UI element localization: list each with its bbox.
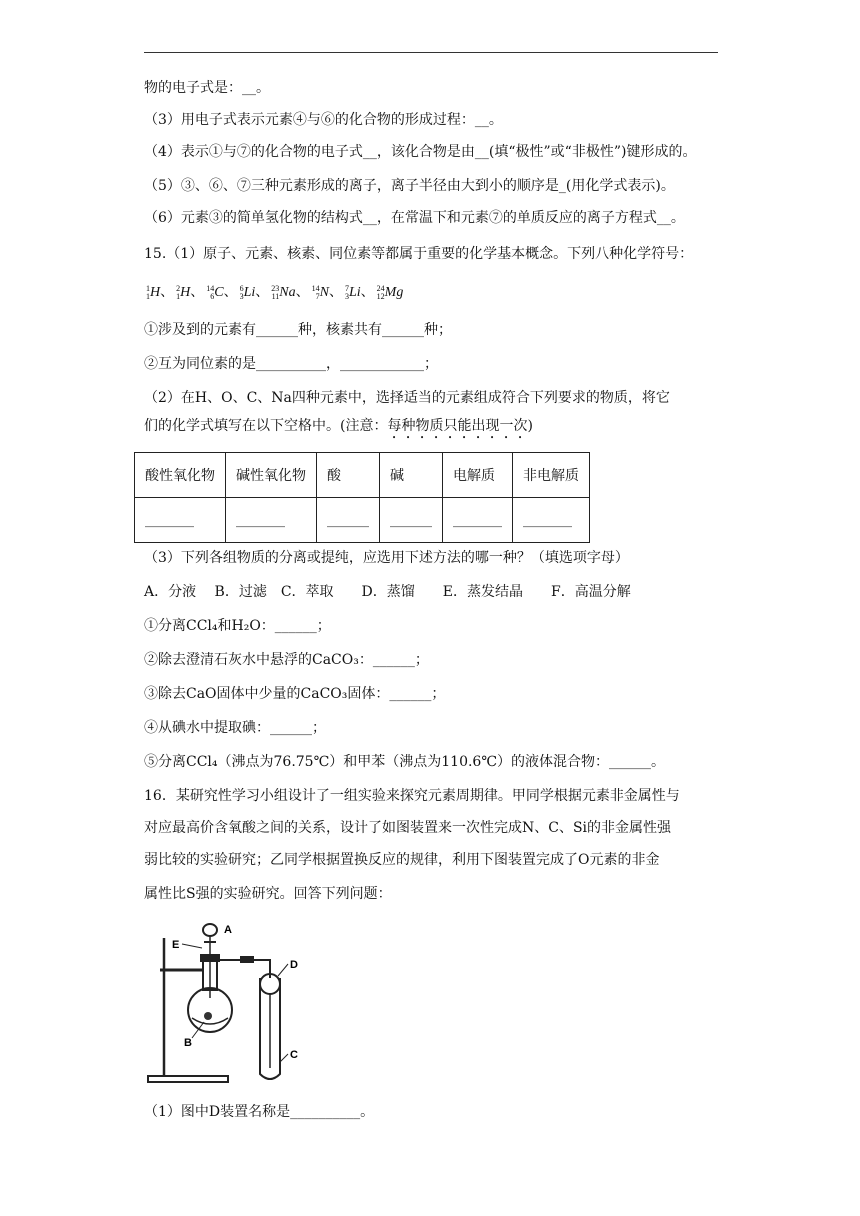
atomic-number: 1 — [146, 291, 150, 301]
note-emphasis: 每种物质只能出现一次 — [387, 418, 528, 434]
q15-3-item: ①分离CCl₄和H₂O：______； — [144, 618, 331, 634]
q15-part1: ①涉及到的元素有______种，核素共有______种； — [144, 322, 452, 338]
table-header: 电解质 — [443, 453, 513, 498]
header-rule — [144, 52, 718, 53]
separator: 、 — [295, 284, 310, 300]
answer-blank[interactable]: _______ — [443, 498, 513, 543]
classification-table — [134, 452, 590, 543]
atomic-number: 12 — [376, 291, 385, 301]
note-text: 们的化学式填写在以下空格中。(注意： — [144, 418, 388, 434]
separator: 、 — [328, 284, 343, 300]
separator: 、 — [255, 284, 270, 300]
q15-3-intro: （3）下列各组物质的分离或提纯，应选用下述方法的哪一种？（填选项字母） — [144, 550, 629, 566]
question-16-text: 属性比S强的实验研究。回答下列问题： — [144, 886, 392, 902]
table-header: 碱 — [380, 453, 443, 498]
element-symbol: Li — [243, 285, 256, 300]
mass-number: 7 — [344, 283, 349, 293]
label-a: A — [224, 924, 232, 936]
separator: 、 — [223, 284, 238, 300]
atomic-number: 3 — [344, 291, 349, 301]
element-symbol: H — [150, 285, 161, 300]
stand-base — [148, 1076, 228, 1082]
answer-blank[interactable]: _______ — [226, 498, 317, 543]
isotope-symbol — [176, 283, 190, 303]
q15-2-note — [144, 416, 533, 442]
table-header: 非电解质 — [513, 453, 590, 498]
isotope-symbol — [240, 283, 256, 303]
q15-3-item: ④从碘水中提取碘：______； — [144, 720, 326, 736]
answer-blank[interactable]: ______ — [317, 498, 380, 543]
atomic-number: 3 — [239, 291, 244, 301]
answer-blank[interactable]: _______ — [513, 498, 590, 543]
question-16-text: 对应最高价含氧酸之间的关系，设计了如图装置来一次性完成N、C、Si的非金属性强 — [144, 820, 672, 836]
element-symbol: H — [180, 285, 191, 300]
isotope-symbol — [377, 283, 404, 303]
question-5: （5）③、⑥、⑦三种元素形成的离子，离子半径由大到小的顺序是_(用化学式表示)。 — [144, 178, 675, 194]
isotope-symbol — [146, 283, 160, 303]
q15-3-item: ②除去澄清石灰水中悬浮的CaCO₃：______； — [144, 652, 429, 668]
atomic-number: 6 — [210, 291, 215, 301]
element-symbol: Mg — [384, 285, 404, 300]
label-d: D — [290, 959, 298, 971]
isotope-symbols — [144, 282, 403, 303]
q15-3-item: ③除去CaO固体中少量的CaCO₃固体：______； — [144, 686, 446, 702]
question-16-text: 弱比较的实验研究；乙同学根据置换反应的规律，利用下图装置完成了O元素的非金 — [144, 852, 660, 868]
mass-number: 14 — [311, 283, 320, 293]
isotope-symbol — [312, 283, 329, 303]
atomic-number: 1 — [176, 291, 181, 301]
question-15-intro: 15.（1）原子、元素、核素、同位素等都属于重要的化学基本概念。下列八种化学符号： — [144, 246, 694, 262]
mass-number: 6 — [239, 283, 244, 293]
atomic-number: 7 — [315, 291, 320, 301]
isotope-symbol — [206, 283, 223, 303]
separator: 、 — [360, 284, 375, 300]
answer-blank[interactable]: _______ — [135, 498, 226, 543]
question-4: （4）表示①与⑦的化合物的电子式__，该化合物是由__(填“极性”或“非极性”)键形成的。 — [144, 144, 697, 160]
mass-number: 14 — [206, 283, 215, 293]
q15-2-intro: （2）在H、O、C、Na四种元素中，选择适当的元素组成符合下列要求的物质，将它 — [144, 390, 670, 406]
table-header: 碱性氧化物 — [226, 453, 317, 498]
mass-number: 24 — [376, 283, 385, 293]
element-symbol: N — [319, 285, 329, 300]
element-symbol: C — [214, 285, 224, 300]
question-6: （6）元素③的简单氢化物的结构式__，在常温下和元素⑦的单质反应的离子方程式__。 — [144, 210, 685, 226]
table-row — [135, 498, 590, 543]
q16-part1: （1）图中D装置名称是__________。 — [144, 1104, 375, 1120]
q15-3-item: ⑤分离CCl₄（沸点为76.75℃）和甲苯（沸点为110.6℃）的液体混合物：______。 — [144, 754, 665, 770]
question-16-intro: 16．某研究性学习小组设计了一组实验来探究元素周期律。甲同学根据元素非金属性与 — [144, 788, 680, 804]
separator: 、 — [190, 284, 205, 300]
isotope-symbol — [345, 283, 361, 303]
options-line: A．分液 B．过滤 C．萃取 D．蒸馏 E．蒸发结晶 F．高温分解 — [144, 584, 631, 600]
q15-part2: ②互为同位素的是__________，____________； — [144, 356, 438, 372]
element-symbol: Na — [279, 285, 296, 300]
table-header-row — [135, 453, 590, 498]
funnel-a — [203, 924, 217, 936]
mass-number: 23 — [271, 283, 280, 293]
mass-number: 1 — [146, 283, 150, 293]
label-b: B — [184, 1037, 192, 1049]
apparatus-figure — [142, 918, 322, 1088]
atomic-number: 11 — [271, 291, 280, 301]
mass-number: 2 — [176, 283, 181, 293]
label-e: E — [172, 939, 180, 951]
note-close: ) — [527, 418, 533, 434]
element-symbol: Li — [348, 285, 361, 300]
text-line: 物的电子式是：__。 — [144, 80, 270, 96]
answer-blank[interactable]: ______ — [380, 498, 443, 543]
question-3: （3）用电子式表示元素④与⑥的化合物的形成过程：__。 — [144, 112, 503, 128]
isotope-symbol — [271, 283, 295, 303]
separator: 、 — [160, 284, 175, 300]
table-header: 酸性氧化物 — [135, 453, 226, 498]
table-header: 酸 — [317, 453, 380, 498]
label-c: C — [290, 1049, 298, 1061]
